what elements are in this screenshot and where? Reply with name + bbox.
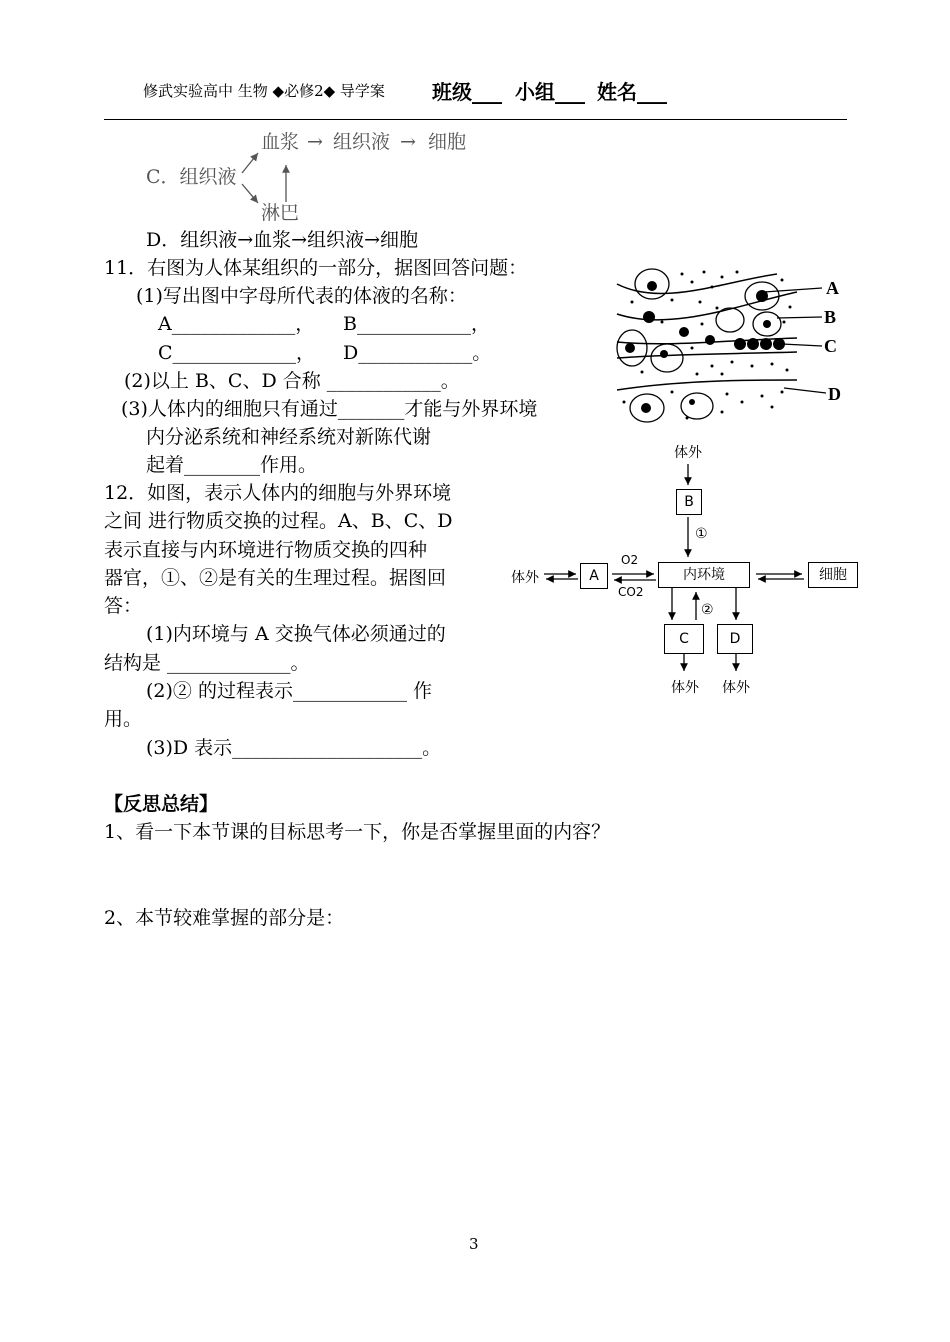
diagram-process-1: ①: [695, 526, 708, 542]
tissue-figure: [612, 262, 852, 430]
q12-line4: 器官，①、②是有关的生理过程。据图回: [104, 567, 447, 589]
option-c-label: C．组织液: [146, 166, 237, 188]
header-rule: [104, 119, 847, 120]
diagram-box-b: B: [676, 489, 702, 515]
reflection-item-2: 2、本节较难掌握的部分是：: [104, 907, 345, 929]
q11-stem: 11．右图为人体某组织的一部分，据图回答问题：: [104, 257, 528, 279]
q12-line1: 12．如图，表示人体内的细胞与外界环境: [104, 482, 452, 504]
tissue-label-d: D: [828, 384, 841, 404]
tissue-label-c: C: [824, 336, 837, 356]
diagram-box-d: D: [717, 624, 753, 654]
q11-sub1: (1)写出图中字母所代表的体液的名称：: [136, 285, 467, 307]
q12-sub2-line1: (2)② 的过程表示____________ 作: [146, 680, 432, 702]
option-d: D．组织液→血浆→组织液→细胞: [146, 229, 418, 251]
diagram-outside-top: 体外: [674, 445, 702, 461]
q11-sub2: (2)以上 B、C、D 合称 ____________。: [124, 370, 460, 392]
header-group-field: 小组___: [515, 80, 585, 104]
diagram-inner-environment: 内环境: [658, 562, 750, 588]
option-c-tissue-fluid: 组织液: [333, 131, 391, 153]
diagram-outside-c: 体外: [671, 680, 699, 696]
q12-line3: 表示直接与内环境进行物质交换的四种: [104, 539, 428, 561]
diagram-outside-d: 体外: [722, 680, 750, 696]
q11-blank-b: B____________，: [343, 313, 490, 335]
reflection-item-1: 1、看一下本节课的目标思考一下，你是否掌握里面的内容？: [104, 821, 611, 843]
diagram-cell: 细胞: [808, 562, 858, 588]
diagram-box-c: C: [664, 624, 704, 654]
option-c-lymph: 淋巴: [261, 202, 300, 224]
header-school-title: 修武实验高中 生物 ◆必修2◆ 导学案: [143, 82, 385, 100]
option-c-cell: 细胞: [428, 131, 467, 153]
diagram-process-2: ②: [701, 602, 714, 618]
q12-sub3: (3)D 表示____________________。: [146, 737, 442, 759]
option-c-plasma: 血浆: [261, 131, 300, 153]
q12-sub1-line2: 结构是 _____________。: [104, 652, 310, 674]
option-c-arrow-1: →: [307, 131, 323, 153]
header-class-field: 班级___: [432, 80, 502, 104]
q11-blank-c: C_____________，: [158, 342, 316, 364]
q11-blank-d: D____________。: [343, 342, 492, 364]
diagram-outside-left: 体外: [511, 570, 539, 586]
header-name-field: 姓名___: [597, 80, 667, 104]
page-number: 3: [469, 1235, 479, 1253]
diagram-o2: O2: [621, 553, 639, 567]
tissue-label-b: B: [824, 307, 837, 327]
q11-sub3-line1: (3)人体内的细胞只有通过_______才能与外界环境: [121, 398, 538, 420]
reflection-title: 【反思总结】: [104, 793, 219, 815]
q11-sub3-line2: 内分泌系统和神经系统对新陈代谢: [146, 426, 432, 448]
diagram-co2: CO2: [618, 585, 644, 599]
q12-line2: 之间 进行物质交换的过程。A、B、C、D: [104, 510, 453, 532]
diagram-box-a: A: [580, 563, 608, 589]
q12-sub2-line2: 用。: [104, 708, 143, 730]
q12-line5: 答：: [104, 595, 143, 617]
option-c-arrow-2: →: [400, 131, 416, 153]
option-c-arrows: [240, 140, 300, 215]
q11-blank-a: A_____________，: [158, 313, 315, 335]
tissue-label-a: A: [826, 278, 839, 298]
q12-sub1-line1: (1)内环境与 A 交换气体必须通过的: [146, 623, 446, 645]
q11-sub3-line3: 起着________作用。: [146, 454, 318, 476]
